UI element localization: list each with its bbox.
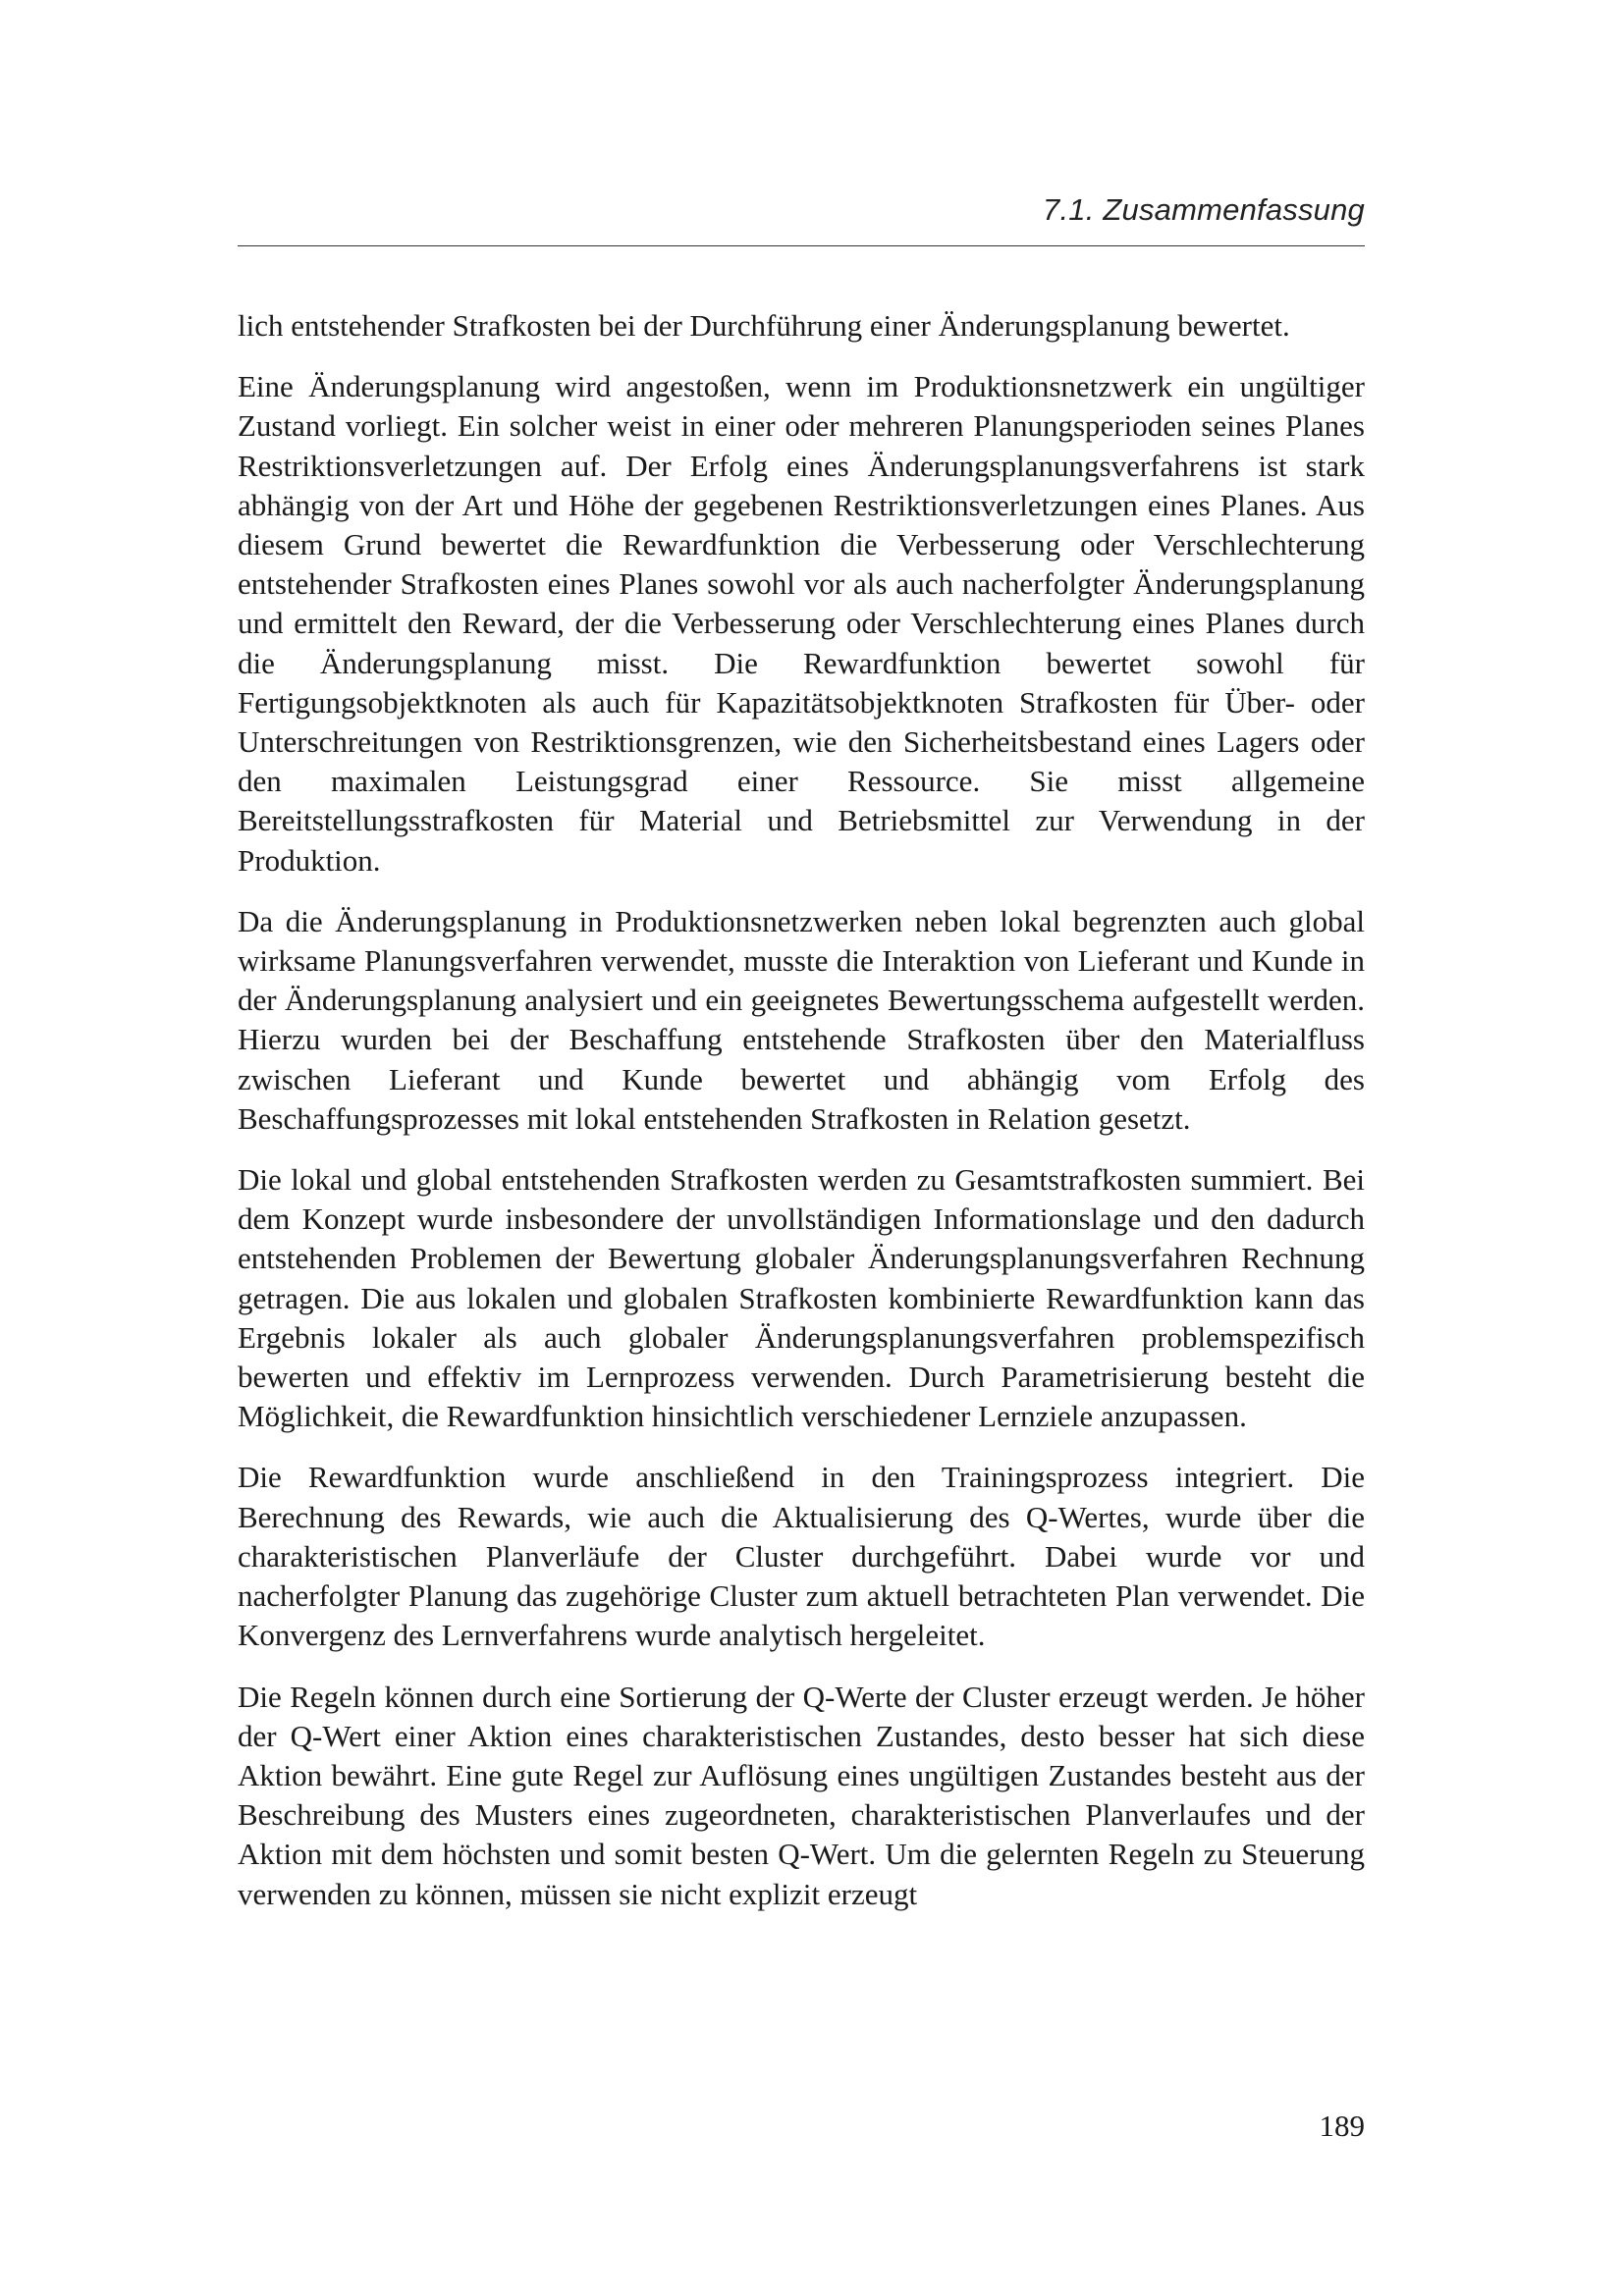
paragraph: Eine Änderungsplanung wird angestoßen, wenn im Produktionsnetzwerk ein ungültiger Zustand vorliegt. Ein solcher weist in einer oder mehreren Planungsperioden seines Planes Restriktionsverletzungen auf. Der Erfolg eines Änderungsplanungsverfahrens ist stark abhängig von der Art und Höhe der gegebenen Restriktionsverletzungen eines Planes. Aus diesem Grund bewertet die Rewardfunktion die Verbesserung oder Verschlechterung entstehender Strafkosten eines Planes sowohl vor als auch nacherfolgter Änderungsplanung und ermittelt den Reward, der die Verbesserung oder Verschlechterung eines Planes durch die Änderungsplanung misst. Die Rewardfunktion bewertet sowohl für Fertigungsobjektknoten als auch für Kapazitätsobjektknoten Strafkosten für Über- oder Unterschreitungen von Restriktionsgrenzen, wie den Sicherheitsbestand eines Lagers oder den maximalen Leistungsgrad einer Ressource. Sie misst allgemeine Bereitstellungsstrafkosten für Material und Betriebsmittel zur Verwendung in der Produktion. bbox=[238, 369, 1365, 878]
paragraph: Da die Änderungsplanung in Produktionsnetzwerken neben lokal begrenzten auch global wirksame Planungsverfahren verwendet, musste die Interaktion von Lieferant und Kunde in der Änderungsplanung analysiert und ein geeignetes Bewertungsschema aufgestellt werden. Hierzu wurden bei der Beschaffung entstehende Strafkosten über den Materialfluss zwischen Lieferant und Kunde bewertet und abhängig vom Erfolg des Beschaffungsprozesses mit lokal entstehenden Strafkosten in Relation gesetzt. bbox=[238, 903, 1365, 1136]
paragraph: Die lokal und global entstehenden Strafkosten werden zu Gesamtstrafkosten summiert. Bei dem Konzept wurde insbesondere der unvollständigen Informationslage und den dadurch entstehenden Problemen der Bewertung globaler Änderungsplanungsverfahren Rechnung getragen. Die aus lokalen und globalen Strafkosten kombinierte Rewardfunktion kann das Ergebnis lokaler als auch globaler Änderungsplanungsverfahren problemspezifisch bewerten und effektiv im Lernprozess verwenden. Durch Parametrisierung besteht die Möglichkeit, die Rewardfunktion hinsichtlich verschiedener Lernziele anzupassen. bbox=[238, 1162, 1365, 1434]
paragraph: Die Regeln können durch eine Sortierung der Q-Werte der Cluster erzeugt werden. Je höher der Q-Wert einer Aktion eines charakteristischen Zustandes, desto besser hat sich diese Aktion bewährt. Eine gute Regel zur Auflösung eines ungültigen Zustandes besteht aus der Beschreibung des Musters eines zugeordneten, charakteristischen Planverlaufes und der Aktion mit dem höchsten und somit besten Q-Wert. Um die gelernten Regeln zu Steuerung verwenden zu können, müssen sie nicht explizit erzeugt bbox=[238, 1679, 1365, 1911]
section-title: 7.1. Zusammenfassung bbox=[1043, 192, 1365, 227]
paragraph: lich entstehender Strafkosten bei der Durchführung einer Änderungsplanung bewertet. bbox=[238, 308, 1290, 343]
paragraph: Die Rewardfunktion wurde anschließend in den Trainingsprozess integriert. Die Berechnung des Rewards, wie auch die Aktualisierung des Q-Wertes, wurde über die charakteristischen Planverläufe der Cluster durchgeführt. Dabei wurde vor und nacherfolgter Planung das zugehörige Cluster zum aktuell betrachteten Plan verwendet. Die Konvergenz des Lernverfahrens wurde analytisch hergeleitet. bbox=[238, 1460, 1365, 1653]
running-header bbox=[238, 192, 1365, 246]
page-number: 189 bbox=[1319, 2109, 1365, 2143]
body-text bbox=[238, 306, 1365, 1936]
